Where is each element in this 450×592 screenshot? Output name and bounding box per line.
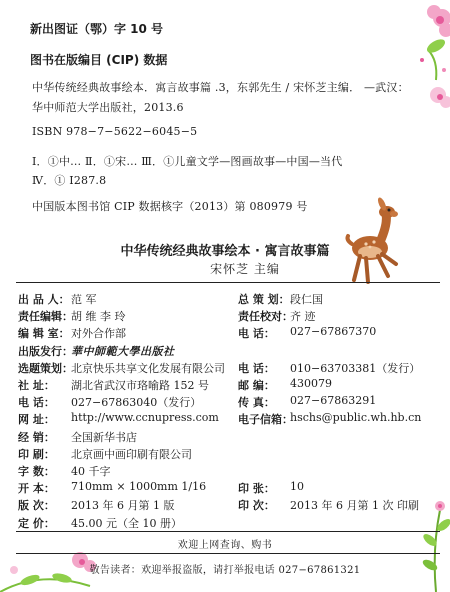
info-value-right: 2013 年 6 月第 1 次 印刷 bbox=[290, 499, 419, 512]
info-label: 出 品 人： bbox=[18, 293, 70, 306]
info-value-right: hschs@public.wh.hb.cn bbox=[290, 411, 422, 424]
info-label: 电 话： bbox=[18, 396, 55, 409]
info-label: 出版发行： bbox=[18, 345, 73, 358]
info-label-right: 责任校对： bbox=[238, 310, 293, 323]
footer-divider bbox=[16, 553, 440, 554]
anti-piracy-notice: 敬告读者：欢迎举报盗版，请打举报电话 027−67861321 bbox=[89, 565, 361, 576]
info-label-right: 总 策 划： bbox=[238, 293, 290, 306]
classification-line-1: Ⅰ．①中… Ⅱ．①宋… Ⅲ．①儿童文学—图画故事—中国—当代 bbox=[32, 155, 343, 168]
bottom-divider bbox=[16, 531, 440, 532]
info-value: 40 千字 bbox=[71, 465, 111, 478]
info-label: 责任编辑： bbox=[18, 310, 73, 323]
welcome-text: 欢迎上网查询、购书 bbox=[177, 540, 273, 551]
cip-description-line-2: 华中师范大学出版社，2013.6 bbox=[32, 101, 184, 114]
info-label-right: 印 张： bbox=[238, 482, 275, 495]
classification-line-2: Ⅳ．① I287.8 bbox=[32, 174, 107, 187]
info-value: 45.00 元（全 10 册） bbox=[71, 517, 182, 530]
info-value-right: 段仁国 bbox=[290, 293, 323, 306]
info-value: 胡 维 李 玲 bbox=[71, 310, 126, 323]
info-label: 开 本： bbox=[18, 482, 55, 495]
cip-approval-number: 中国版本图书馆 CIP 数据核字（2013）第 080979 号 bbox=[32, 200, 308, 213]
info-label: 印 刷： bbox=[18, 448, 55, 461]
info-value: 北京快乐共享文化发展有限公司 bbox=[71, 362, 225, 375]
info-label-right: 电 话： bbox=[238, 362, 275, 375]
info-label-right: 印 次： bbox=[238, 499, 275, 512]
info-value-right: 10 bbox=[290, 480, 304, 493]
info-value-right: 齐 迹 bbox=[290, 310, 316, 323]
info-value: http://www.ccnupress.com bbox=[71, 411, 219, 424]
info-value: 2013 年 6 月第 1 版 bbox=[71, 499, 175, 512]
info-label: 字 数： bbox=[18, 465, 55, 478]
info-value: 湖北省武汉市珞喻路 152 号 bbox=[71, 379, 209, 392]
info-label: 经 销： bbox=[18, 431, 55, 444]
info-label: 编 辑 室： bbox=[18, 327, 70, 340]
info-value: 对外合作部 bbox=[71, 327, 126, 340]
book-title: 中华传统经典故事绘本 · 寓言故事篇 bbox=[120, 244, 330, 259]
info-label: 定 价： bbox=[18, 517, 55, 530]
info-label: 选题策划： bbox=[18, 362, 73, 375]
info-label: 网 址： bbox=[18, 413, 55, 426]
top-divider bbox=[16, 282, 440, 283]
info-label: 社 址： bbox=[18, 379, 55, 392]
info-label-right: 电子信箱： bbox=[238, 413, 293, 426]
info-value-right: 430079 bbox=[290, 377, 332, 390]
info-label-right: 邮 编： bbox=[238, 379, 275, 392]
info-value: 華中師範大學出版社 bbox=[71, 345, 175, 358]
info-value: 北京画中画印刷有限公司 bbox=[71, 448, 192, 461]
info-label-right: 传 真： bbox=[238, 396, 275, 409]
flower-decoration-top-right bbox=[408, 0, 450, 150]
cip-heading: 图书在版编目 (CIP) 数据 bbox=[30, 53, 168, 67]
book-editor: 宋怀芝 主编 bbox=[210, 262, 280, 276]
info-value: 范 军 bbox=[71, 293, 97, 306]
isbn-number: ISBN 978−7−5622−6045−5 bbox=[32, 125, 198, 138]
cip-description-line-1: 中华传统经典故事绘本．寓言故事篇 .3，东郭先生 / 宋怀芝主编． —武汉： bbox=[32, 81, 409, 94]
license-number: 新出图证（鄂）字 10 号 bbox=[30, 22, 164, 36]
info-value-right: 027−67863291 bbox=[290, 394, 377, 407]
info-value-right: 010−63703381（发行） bbox=[290, 362, 421, 375]
info-label-right: 电 话： bbox=[238, 327, 275, 340]
info-value: 027−67863040（发行） bbox=[71, 396, 202, 409]
info-value-right: 027−67867370 bbox=[290, 325, 377, 338]
info-value: 全国新华书店 bbox=[71, 431, 137, 444]
info-value: 710mm × 1000mm 1/16 bbox=[71, 480, 207, 493]
info-label: 版 次： bbox=[18, 499, 55, 512]
